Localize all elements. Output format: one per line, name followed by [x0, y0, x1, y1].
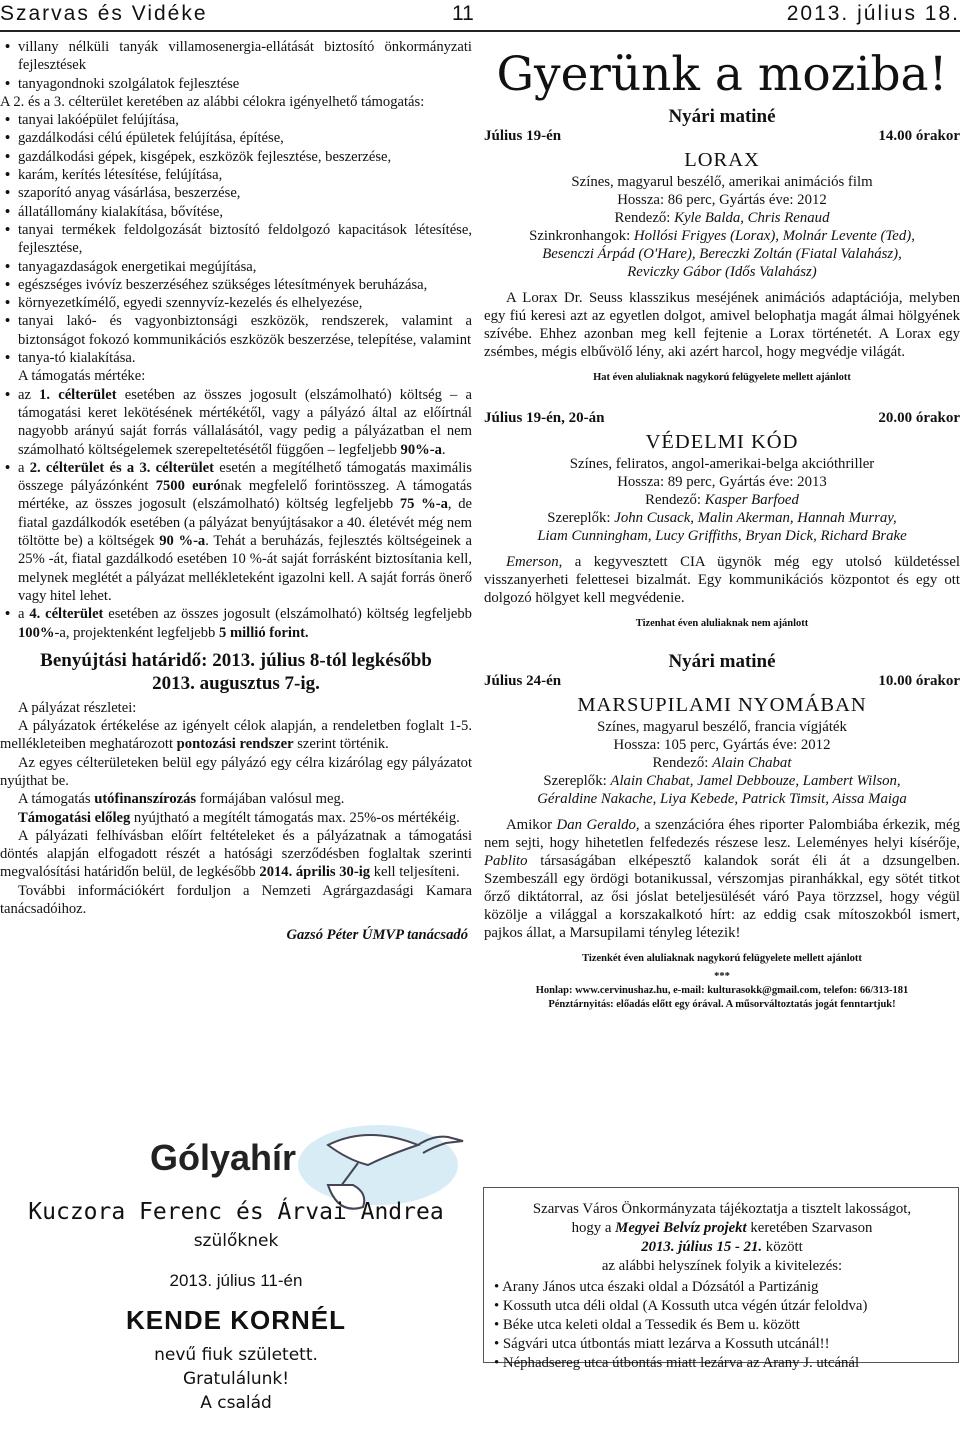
- film-director: [484, 491, 960, 509]
- text-run: Szereplők:: [547, 510, 615, 526]
- cinema-program: [484, 40, 960, 1012]
- film-schedule: [484, 672, 960, 690]
- baby-name: KENDE KORNÉL: [125, 1305, 346, 1335]
- paragraph: [0, 809, 472, 827]
- film-director: [484, 754, 960, 772]
- film-cast: [484, 772, 960, 790]
- text-run: Megyei Belvíz projekt: [615, 1220, 747, 1236]
- film-time: 10.00 órakor: [878, 673, 960, 689]
- parents-names: Kuczora Ferenc és Árvai Andrea: [28, 1199, 444, 1225]
- text-run: pontozási rendszer: [176, 736, 294, 753]
- film-date: Július 19-én: [484, 128, 562, 144]
- separator-stars: ***: [714, 971, 730, 982]
- text-run: Rendező:: [614, 210, 675, 226]
- list-item: • állatállomány kialakítása, bővítése,: [0, 203, 472, 221]
- film-director: [484, 209, 960, 227]
- text-run: , a szenzációra éhes riporter Palombiába érkezik, még nem sejti, hogy hihetetlen felfedezés részese lesz. Leleményes helyi kísérője,: [484, 817, 960, 851]
- paragraph: A 2. és a 3. célterület keretében az alábbi célokra igényelhető támogatás:: [0, 93, 425, 110]
- list-item: [0, 605, 472, 642]
- film-cast-line: Reviczky Gábor (Idős Valahász): [627, 264, 817, 280]
- author-signature: Gazsó Péter ÚMVP tanácsadó: [286, 927, 468, 944]
- text-run: , a kegyvesztett CIA ügynök még egy utolsó küldetéssel visszanyerheti felettesei bizalmát. Egy kommunikációs központot és egy ott dolgozó hölgyet kell megvédenie.: [484, 554, 960, 606]
- text-run: az: [18, 386, 40, 403]
- text-run: 2014. április 30-ig: [259, 864, 371, 881]
- text-run: nak megfelelő forintösszeg. A támogatás mértéke, az összes jogosult (elszámolható) költség legfeljebb: [18, 478, 472, 513]
- announcement-title: Gólyahír: [150, 1137, 297, 1178]
- text-run: A támogatás: [18, 791, 95, 808]
- birth-date: 2013. július 11-én: [169, 1271, 303, 1290]
- contact-line: Honlap: www.cervinushaz.hu, e-mail: kulturasokk@gmail.com, telefon: 66/313-181: [535, 985, 909, 996]
- text-run: társaságában elképesztő kalandok sorát éli át a dzsungelben. Szembeszáll egy ördögi botanikussal, vérszomjas piranhákkal, egy sötét titkot őrző diktátorral, az ősi jóslat beteljesülését váró Paya törzzsel, hogy végül közölje a világgal a korszakalkotó hírt: az eddig csak mítoszokból ismert, pajkos állat, a Marsupilami tényleg létezik!: [484, 853, 960, 941]
- text-run: Alain Chabat: [712, 755, 792, 771]
- text-run: hogy a: [571, 1220, 616, 1236]
- paragraph: [0, 790, 472, 808]
- film-time: 14.00 órakor: [878, 128, 960, 144]
- section-heading: A támogatás mértéke:: [18, 368, 146, 385]
- text-run: esetében az összes jogosult (elszámolható) költség legfeljebb: [103, 606, 472, 623]
- cinema-contact: [484, 970, 960, 1012]
- text-run: kell teljesíteni.: [370, 864, 460, 881]
- deadline-line: Benyújtási határidő: 2013. július 8-tól legkésőbb: [40, 649, 432, 671]
- film-length: Hossza: 86 perc, Gyártás éve: 2012: [617, 192, 827, 208]
- text-run: Szereplők:: [543, 773, 611, 789]
- paragraph: [0, 717, 472, 754]
- text-run: 90 %-a: [159, 533, 206, 550]
- text-run: Szinkronhangok:: [529, 228, 634, 244]
- header-rule: [0, 30, 960, 32]
- film-title: LORAX: [684, 149, 760, 171]
- paragraph: A pályázat részletei:: [18, 699, 137, 716]
- film-series: Nyári matiné: [668, 106, 776, 127]
- text-run: Hollósi Frigyes (Lorax), Molnár Levente (Ted),: [633, 228, 915, 244]
- text-run: Rendező:: [652, 755, 713, 771]
- age-rating: Tizenhat éven aluliaknak nem ajánlott: [635, 618, 809, 629]
- notice-line: Szarvas Város Önkormányzata tájékoztatja a tisztelt lakosságot,: [532, 1201, 912, 1217]
- notice-line: [494, 1219, 950, 1238]
- film-length: Hossza: 89 perc, Gyártás éve: 2013: [617, 474, 827, 490]
- text-run: 7500 euró: [155, 478, 221, 495]
- text-run: nyújtható a megítélt támogatás max. 25%-os mértékéig.: [130, 809, 460, 826]
- text-run: Alain Chabat, Jamel Debbouze, Lambert Wilson,: [610, 773, 901, 789]
- text-run: Pablito: [484, 853, 528, 869]
- film-cast: [484, 227, 960, 245]
- text-run: 1. célterület: [39, 386, 117, 403]
- notice-line: az alábbi helyszínek folyik a kivitelezés:: [601, 1258, 843, 1274]
- text-run: , de fiatal gazdálkodók esetében (a pályázat benyújtásakor a 40. életévét még nem töltötte be) a költségek: [18, 496, 472, 550]
- film-lorax: [484, 108, 960, 387]
- film-description: [484, 816, 960, 942]
- list-item: • tanya-tó kialakítása.: [0, 349, 472, 367]
- text-run: 5 millió forint.: [219, 624, 309, 641]
- announcement-line: nevű fiuk született.: [154, 1345, 318, 1365]
- text-run: 100%: [18, 624, 55, 641]
- text-run: utófinanszírozás: [94, 791, 197, 808]
- announcement-line: szülőknek: [193, 1231, 279, 1251]
- list-item: • Béke utca keleti oldal a Tessedik és Bem u. között: [494, 1316, 950, 1335]
- film-date: Július 24-én: [484, 673, 562, 689]
- film-cast-line: Besenczi Árpád (O'Hare), Bereczki Zoltán (Fiatal Valahász),: [542, 246, 902, 262]
- list-item: • tanyai termékek feldolgozását biztosító feldolgozó kapacitások létesítése, fejlesztése,: [0, 221, 472, 258]
- film-genre: Színes, magyarul beszélő, francia vígjáték: [597, 719, 847, 735]
- list-item: • tanyai lakóépület felújítása,: [0, 111, 472, 129]
- paragraph: Az egyes célterületeken belül egy pályázó egy célra kizárólag egy pályázatot nyújthat be.: [0, 754, 472, 789]
- list-item: [0, 459, 472, 605]
- text-run: esetében az összes jogosult (elszámolható) költség – a támogatási keret lekötésének mértékétől, vagy a pályázó által az előírtnál nagyobb arányú saját forrás vállalásától, vagy pedig a pályázatban el nem számolható költségelemek szerepeltetésétől függően – legfeljebb: [18, 386, 472, 458]
- text-run: . Tehát a beruházás, fejlesztés költségeinek a 25% -át, fiatal gazdálkodó esetében 10 %-át saját forrásként biztosítania kell, melynek meglétét a pályázat mellékleteként igazolni kell. A saját forrás önerő vagy hitel lehet.: [18, 533, 472, 604]
- text-run: 4. célterület: [29, 606, 104, 623]
- birth-announcement: [0, 1107, 472, 1430]
- bullet-list-top: [0, 38, 472, 93]
- page-number: 11: [452, 2, 474, 25]
- list-item: [0, 386, 472, 459]
- list-item: • Ságvári utca útbontás miatt lezárva a Kossuth utcánál!!: [494, 1335, 950, 1354]
- deadline-line: 2013. augusztus 7-ig.: [152, 672, 320, 694]
- film-genre: Színes, magyarul beszélő, amerikai animációs film: [571, 174, 873, 190]
- text-run: szerint történik.: [293, 736, 389, 753]
- text-run: Emerson: [506, 554, 559, 570]
- film-description: A Lorax Dr. Seuss klasszikus meséjének animációs adaptációja, melyben egy fiú keresi azt az egyetlen dolgot, amivel belophatja magát álmai hölgyének szívébe. Ehhez azonban meg kell fejtenie a Lorax történetét. A Lorax egy zsémbes, mégis elbűvölő lény, aki azért harcol, hogy megvédje világát.: [484, 290, 960, 360]
- list-item: • Arany János utca északi oldal a Dózsától a Partizánig: [494, 1278, 950, 1297]
- text-run: a: [18, 459, 30, 476]
- announcement-line: A család: [200, 1393, 272, 1413]
- text-run: A pályázati felhívásban előírt feltételeket és a pályázatnak a támogatási döntés alapján elfogadott részét a hatósági szerződésben foglaltak szerinti megvalósítási határidőn belül, de legkésőbb: [0, 827, 472, 881]
- film-time: 20.00 órakor: [878, 410, 960, 426]
- film-date: Július 19-én, 20-án: [484, 410, 605, 426]
- text-run: 2. célterület és a 3. célterület: [29, 459, 214, 476]
- age-rating: Hat éven aluliaknak nagykorú felügyelete mellett ajánlott: [593, 372, 851, 383]
- list-item: • tanyagazdaságok energetikai megújítása,: [0, 258, 472, 276]
- age-rating: Tizenkét éven aluliaknak nagykorú felügyelete mellett ajánlott: [582, 953, 862, 964]
- text-run: Amikor: [506, 817, 557, 833]
- list-item: • Néphadsereg utca útbontás miatt lezárva az Arany J. utcánál: [494, 1354, 950, 1373]
- text-run: formájában valósul meg.: [196, 791, 345, 808]
- list-item: • gazdálkodási gépek, kisgépek, eszközök fejlesztése, beszerzése,: [0, 148, 472, 166]
- text-run: Kasper Barfoed: [704, 492, 799, 508]
- list-item: • tanyai lakó- és vagyonbiztonsági eszközök, rendszerek, valamint a biztonságot fokozó kommunikációs eszközök beszerzése, telepítése, valamint: [0, 312, 472, 349]
- list-item: • Kossuth utca déli oldal (A Kossuth utca végén útzár feloldva): [494, 1297, 950, 1316]
- film-schedule: [484, 127, 960, 145]
- paragraph: További információkért forduljon a Nemzeti Agrárgazdasági Kamara tanácsadóihoz.: [0, 882, 472, 918]
- film-title: VÉDELMI KÓD: [645, 431, 799, 453]
- text-run: között: [762, 1239, 803, 1255]
- cinema-title: Gyerünk a moziba!: [496, 47, 948, 102]
- text-run: Dan Geraldo: [556, 817, 636, 833]
- text-run: Rendező:: [645, 492, 705, 508]
- film-description: [484, 553, 960, 607]
- film-vedelmi-kod: [484, 409, 960, 633]
- film-marsupilami: [484, 653, 960, 968]
- newspaper-name: Szarvas és Vidéke: [0, 2, 208, 25]
- list-item: • karám, kerítés létesítése, felújítása,: [0, 166, 472, 184]
- deadline-box: [0, 649, 472, 695]
- text-run: John Cusack, Malin Akerman, Hannah Murray,: [614, 510, 897, 526]
- paragraph: [0, 827, 472, 882]
- list-item: • gazdálkodási célú épületek felújítása, építése,: [0, 129, 472, 147]
- text-run: esetén a megítélhető támogatás maximális összege pályázónként: [18, 459, 472, 495]
- list-item: • villany nélküli tanyák villamosenergia-ellátását biztosító önkormányzati fejlesztések: [0, 38, 472, 75]
- text-run: A pályázatok értékelése az igényelt célok alapján, a rendeletben foglalt 1-5. mellékleteiben meghatározott: [0, 718, 472, 753]
- text-run: -a, projektenként legfeljebb: [54, 624, 219, 641]
- notice-line: [494, 1238, 950, 1257]
- roadworks-notice: [483, 1187, 959, 1371]
- list-item: • egészséges ivóvíz beszerzéséhez szükséges létesítmények beruházása,: [0, 276, 472, 294]
- list-item: • tanyagondnoki szolgálatok fejlesztése: [0, 75, 472, 93]
- text-run: keretében Szarvason: [746, 1220, 873, 1236]
- text-run: Támogatási előleg: [18, 809, 131, 826]
- announcement-line: Gratulálunk!: [182, 1369, 290, 1389]
- grant-article: [0, 38, 472, 945]
- text-run: .: [441, 441, 446, 458]
- film-length: Hossza: 105 perc, Gyártás éve: 2012: [613, 737, 831, 753]
- contact-line: Pénztárnyitás: előadás előtt egy órával. A műsorváltoztatás jogát fenntartjuk!: [548, 999, 896, 1010]
- location-list: [494, 1278, 950, 1373]
- text-run: 75 %-a: [399, 496, 448, 513]
- page-header: [0, 0, 960, 30]
- list-item: • környezetkímélő, egyedi szennyvíz-kezelés és elhelyezése,: [0, 294, 472, 312]
- film-cast-line: Liam Cunningham, Lucy Griffiths, Bryan Dick, Richard Brake: [537, 528, 907, 544]
- film-schedule: [484, 409, 960, 427]
- text-run: a: [18, 606, 30, 623]
- film-genre: Színes, feliratos, angol-amerikai-belga akcióthriller: [569, 456, 875, 472]
- film-title: MARSUPILAMI NYOMÁBAN: [577, 694, 867, 716]
- bullet-list-rates: [0, 386, 472, 642]
- film-cast-line: Géraldine Nakache, Liya Kebede, Patrick Timsit, Aissa Maiga: [537, 791, 907, 807]
- list-item: • szaporító anyag vásárlása, beszerzése,: [0, 184, 472, 202]
- text-run: 2013. július 15 - 21.: [641, 1239, 763, 1255]
- text-run: 90%-a: [400, 441, 442, 458]
- film-cast: [484, 509, 960, 527]
- issue-date: 2013. július 18.: [786, 2, 960, 25]
- bullet-list-goals: [0, 111, 472, 367]
- text-run: Kyle Balda, Chris Renaud: [674, 210, 830, 226]
- film-series: Nyári matiné: [668, 651, 776, 672]
